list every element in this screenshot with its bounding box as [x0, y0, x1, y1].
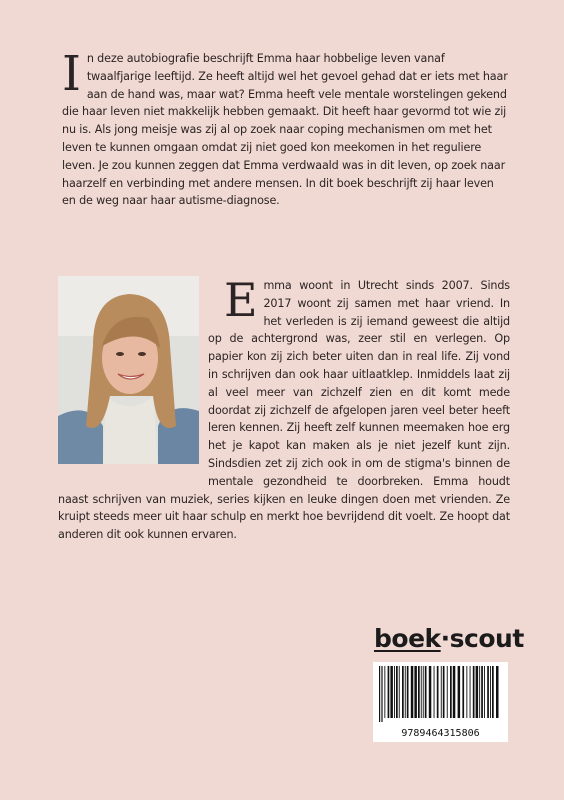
- barcode-bar: [462, 666, 464, 718]
- barcode-bar: [384, 666, 385, 718]
- barcode-bar: [379, 666, 380, 722]
- barcode-bar: [394, 666, 395, 718]
- publisher-logo-part1: boek: [374, 624, 441, 653]
- publisher-logo-part2: scout: [449, 624, 524, 653]
- barcode-bar: [476, 666, 479, 718]
- barcode-bar: [479, 666, 480, 718]
- publisher-logo-dot: ·: [440, 624, 450, 653]
- barcode-bar: [450, 666, 452, 718]
- blurb-dropcap: I: [62, 46, 81, 102]
- barcode-bar: [470, 666, 471, 718]
- barcode-bar: [421, 666, 422, 718]
- barcode-bar: [481, 666, 483, 718]
- barcode-bar: [381, 666, 382, 722]
- barcode-bar: [399, 666, 400, 718]
- author-bio: [58, 273, 510, 544]
- barcode-bar: [429, 666, 432, 718]
- back-cover-blurb: [62, 46, 510, 210]
- barcode-bar: [418, 666, 420, 718]
- bio-dropcap: E: [224, 273, 258, 327]
- barcode-bar: [490, 666, 491, 718]
- barcode-bar: [411, 666, 414, 718]
- bio-text: mma woont in Utrecht sinds 2007. Sinds 2017 woont zij samen met haar vriend. In het verleden is zij iemand geweest die altijd op de achtergrond was, zeer stil en verlegen. Op papier kon zij zich beter uiten dan in real life. Zij vond in schrijven dan ook haar uitlaatklep. Inmiddels laat zij al veel meer van zichzelf zien en dit komt mede doordat zij zichzelf de afgelopen jaren veel beter heeft leren kennen. Zij heeft zelf kunnen meemaken hoe erg het je kapot kan maken als je niet jezelf kunt zijn. Sindsdien zet zij zich ook in om de stigma's binnen de mentale gezondheid te doorbreken. Emma houdt naast schrijven van muziek, series kijken en leuke dingen doen met vrienden. Ze kruipt steeds meer uit haar schulp en merkt hoe bevrijdend dit voelt. Ze hoopt dat anderen dit ook kunnen ervaren.: [58, 279, 510, 542]
- barcode-bar: [407, 666, 409, 718]
- barcode-bar: [390, 666, 393, 718]
- barcode-bar: [473, 666, 475, 718]
- barcode-bar: [414, 666, 417, 718]
- barcode-bar: [441, 666, 442, 718]
- barcode-bar: [492, 666, 494, 718]
- barcode-bar: [487, 666, 489, 718]
- barcode-bar: [496, 666, 499, 718]
- publisher-logo: [374, 624, 524, 653]
- barcode-bar: [443, 666, 445, 718]
- barcode-bar: [423, 666, 424, 718]
- barcode-bar: [484, 666, 485, 718]
- barcode-bar: [434, 666, 435, 718]
- barcode-bar: [466, 666, 467, 718]
- barcode-bar: [425, 666, 427, 718]
- barcode-bar: [458, 666, 461, 718]
- isbn-barcode: [373, 662, 508, 742]
- blurb-text: n deze autobiografie beschrijft Emma haar hobbelige leven vanaf twaalfjarige leeftijd. Ze heeft altijd wel het gevoel gehad dat er iets met haar aan de hand was, maar wat? Emma heeft vele mentale worstelingen gekend die haar leven niet makkelijk hebben gemaakt. Dit heeft haar gevormd tot wie zij nu is. Als jong meisje was zij al op zoek naar coping mechanismen om met het leven te kunnen omgaan omdat zij niet goed kon meekomen in het reguliere leven. Je zou kunnen zeggen dat Emma verdwaald was in dit leven, op zoek naar haarzelf en verbinding met andere mensen. In dit boek beschrijft zij haar leven en de weg naar haar autisme-diagnose.: [62, 52, 508, 208]
- barcode-bar: [402, 666, 404, 718]
- barcode-bar: [447, 666, 448, 718]
- barcode-bar: [388, 666, 390, 718]
- barcode-bar: [396, 666, 398, 718]
- barcode-bar: [405, 666, 406, 718]
- barcode-bars: [379, 666, 502, 722]
- isbn-number: 9789464315806: [401, 728, 480, 739]
- barcode-bar: [437, 666, 439, 718]
- barcode-bar: [453, 666, 456, 718]
